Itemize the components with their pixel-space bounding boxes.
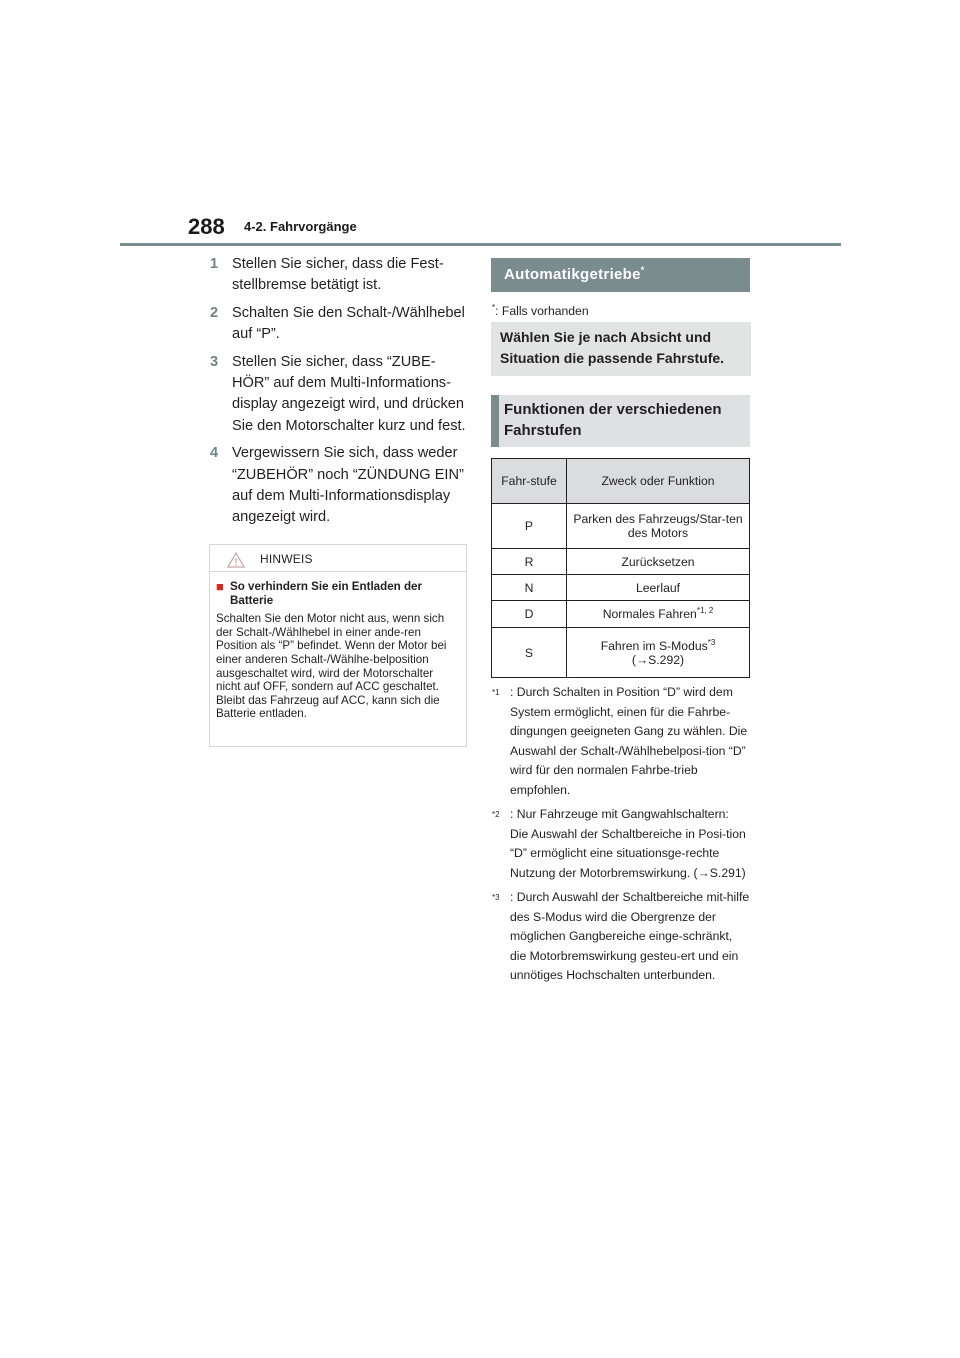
heading-footnote-mark: * xyxy=(640,265,645,275)
footnote-item xyxy=(492,805,750,883)
gear-cell: D xyxy=(492,601,567,628)
gear-cell: S xyxy=(492,628,567,678)
footnote-text: : Falls vorhanden xyxy=(495,304,589,319)
step-item xyxy=(210,254,468,297)
notice-title: HINWEIS xyxy=(260,552,313,566)
table-row xyxy=(492,504,750,549)
footnote-item xyxy=(492,683,750,800)
footnote-mark: * xyxy=(492,303,496,312)
footnote-item xyxy=(492,888,750,986)
gear-cell: P xyxy=(492,504,567,549)
page-number: 288 xyxy=(188,214,225,239)
step-item xyxy=(210,303,468,346)
page-reference: (→S.292) xyxy=(631,653,685,668)
gear-table xyxy=(491,458,750,678)
step-text: Vergewissern Sie sich, dass weder “ZUBEHÖR” noch “ZÜNDUNG EIN” auf dem Multi-Informationsdisplay angezeigt wird. xyxy=(232,445,464,526)
table-header-row xyxy=(492,459,750,504)
function-cell: Zurücksetzen xyxy=(567,549,750,575)
footnote-text: : Nur Fahrzeuge mit Gangwahlschaltern: Die Auswahl der Schaltbereiche in Posi-tion “D” ermöglicht eine situationsge-rechte Nutzung der Motorbremswirkung. (→S.291) xyxy=(510,807,746,880)
function-footnote-mark: *1, 2 xyxy=(696,606,714,616)
gear-cell: R xyxy=(492,549,567,575)
footnote-mark: *2 xyxy=(492,810,500,819)
footnote-mark: *3 xyxy=(492,893,500,902)
column-header-gear: Fahr-stufe xyxy=(492,459,567,504)
step-number: 2 xyxy=(210,304,219,321)
function-cell: Parken des Fahrzeugs/Star-ten des Motors xyxy=(567,504,750,549)
notice-box xyxy=(209,544,467,747)
step-text: Stellen Sie sicher, dass “ZUBE-HÖR” auf dem Multi-Informations-display angezeigt wird, und drücken Sie den Motorschalter kurz und fest. xyxy=(232,353,466,434)
intro-box: Wählen Sie je nach Absicht und Situation die passende Fahrstufe. xyxy=(491,322,751,376)
section-title: 4-2. Fahrvorgänge xyxy=(244,219,357,234)
footnote-text: : Durch Schalten in Position “D” wird dem System ermöglicht, einen für die Fahrbe-dingungen geeigneten Gang zu wählen. Die Auswahl der Schalt-/Wählhebelposi-tion “D” wird für den normalen Fahrbe-trieb empfohlen. xyxy=(510,685,748,797)
column-header-function: Zweck oder Funktion xyxy=(567,459,750,504)
gear-cell: N xyxy=(492,575,567,601)
table-row xyxy=(492,549,750,575)
function-text: Fahren im S-Modus xyxy=(600,639,708,654)
main-heading xyxy=(491,258,750,292)
step-number: 1 xyxy=(210,256,219,272)
notice-header xyxy=(210,545,466,572)
step-text: Stellen Sie sicher, dass die Fest-stellbremse betätigt ist. xyxy=(232,256,444,294)
sub-heading: Funktionen der verschiedenen Fahrstufen xyxy=(491,395,750,447)
step-number: 3 xyxy=(210,353,219,370)
step-item xyxy=(210,352,468,438)
function-footnote-mark: *3 xyxy=(707,637,716,647)
footnote-list xyxy=(492,683,750,991)
function-cell xyxy=(567,601,750,628)
notice-text: Schalten Sie den Motor nicht aus, wenn sich der Schalt-/Wählhebel in einer ande-ren Position als “P” befindet. Wenn der Motor bei einer anderen Schalt-/Wählhe-belposition ausgeschaltet wird, wird der Motorschalter nicht auf OFF, sondern auf ACC geschaltet. Bleibt das Fahrzeug auf ACC, kann sich die Batterie entladen. xyxy=(216,612,447,721)
step-list xyxy=(210,254,468,535)
footnote-mark: *1 xyxy=(492,688,500,697)
warning-triangle-icon xyxy=(227,552,245,573)
availability-footnote xyxy=(492,303,589,318)
notice-sub-heading-text: So verhindern Sie ein Entladen der Batterie xyxy=(230,580,422,607)
header-rule xyxy=(120,243,841,246)
main-heading-text: Automatikgetriebe xyxy=(504,266,641,283)
notice-sub-heading xyxy=(216,580,460,607)
step-text: Schalten Sie den Schalt-/Wählhebel auf “P”. xyxy=(232,304,465,343)
table-row xyxy=(492,575,750,601)
step-number: 4 xyxy=(210,445,219,462)
function-cell: Leerlauf xyxy=(567,575,750,601)
function-cell xyxy=(567,628,750,678)
function-text: Normales Fahren xyxy=(602,607,697,622)
red-square-bullet-icon: ■ xyxy=(216,579,224,594)
table-row xyxy=(492,601,750,628)
footnote-text: : Durch Auswahl der Schaltbereiche mit-hilfe des S-Modus wird die Obergrenze der möglichen Gangbereiche einge-schränkt, die Motorbremswirkung gesteu-ert und ein unnötiges Hochschalten unterbunden. xyxy=(510,890,750,982)
step-item xyxy=(210,443,468,529)
table-row xyxy=(492,628,750,678)
notice-body xyxy=(210,572,466,721)
